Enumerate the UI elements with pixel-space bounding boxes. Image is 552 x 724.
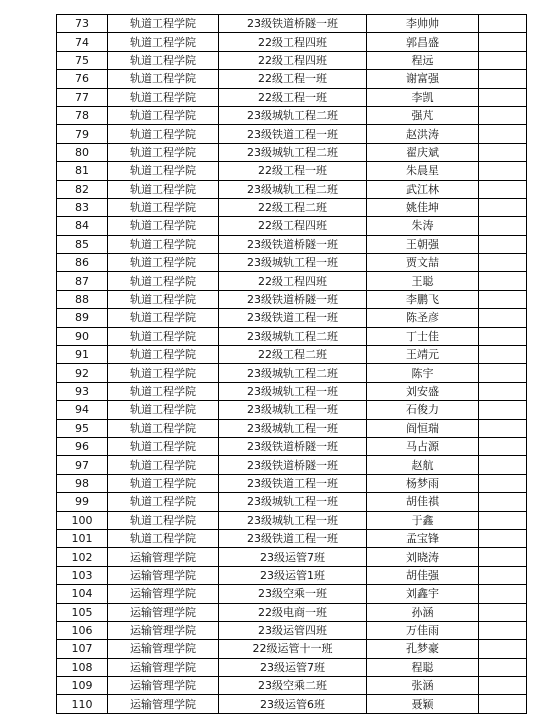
row-number-cell: 79 [57, 125, 108, 143]
table-row [57, 529, 527, 547]
student-name-cell: 孔梦豪 [367, 640, 479, 658]
empty-cell [479, 511, 527, 529]
class-cell: 23级铁道桥隧一班 [219, 15, 367, 33]
class-cell: 22级运管十一班 [219, 640, 367, 658]
student-name-cell: 丁士佳 [367, 327, 479, 345]
table-row [57, 585, 527, 603]
row-number-cell: 110 [57, 695, 108, 713]
row-number-cell: 101 [57, 529, 108, 547]
empty-cell [479, 474, 527, 492]
empty-cell [479, 88, 527, 106]
table-row [57, 382, 527, 400]
class-cell: 23级城轨工程二班 [219, 106, 367, 124]
college-cell: 轨道工程学院 [108, 33, 219, 51]
empty-cell [479, 70, 527, 88]
college-cell: 轨道工程学院 [108, 254, 219, 272]
class-cell: 23级铁道工程一班 [219, 474, 367, 492]
empty-cell [479, 180, 527, 198]
empty-cell [479, 566, 527, 584]
student-name-cell: 李帅帅 [367, 15, 479, 33]
class-cell: 23级城轨工程一班 [219, 254, 367, 272]
student-name-cell: 陈圣彦 [367, 309, 479, 327]
student-name-cell: 李鹏飞 [367, 290, 479, 308]
empty-cell [479, 603, 527, 621]
empty-cell [479, 658, 527, 676]
college-cell: 运输管理学院 [108, 640, 219, 658]
student-name-cell: 王靖元 [367, 346, 479, 364]
college-cell: 运输管理学院 [108, 658, 219, 676]
row-number-cell: 75 [57, 51, 108, 69]
roster-table [56, 14, 527, 714]
class-cell: 22级工程一班 [219, 70, 367, 88]
empty-cell [479, 309, 527, 327]
table-row [57, 70, 527, 88]
empty-cell [479, 272, 527, 290]
table-row [57, 180, 527, 198]
student-name-cell: 王聪 [367, 272, 479, 290]
empty-cell [479, 585, 527, 603]
class-cell: 23级铁道桥隧一班 [219, 456, 367, 474]
row-number-cell: 77 [57, 88, 108, 106]
row-number-cell: 84 [57, 217, 108, 235]
row-number-cell: 109 [57, 677, 108, 695]
table-row [57, 456, 527, 474]
student-name-cell: 程远 [367, 51, 479, 69]
row-number-cell: 74 [57, 33, 108, 51]
college-cell: 运输管理学院 [108, 603, 219, 621]
class-cell: 22级工程二班 [219, 346, 367, 364]
student-name-cell: 胡佳强 [367, 566, 479, 584]
empty-cell [479, 529, 527, 547]
college-cell: 轨道工程学院 [108, 217, 219, 235]
student-name-cell: 翟庆斌 [367, 143, 479, 161]
class-cell: 23级运管四班 [219, 621, 367, 639]
empty-cell [479, 33, 527, 51]
row-number-cell: 92 [57, 364, 108, 382]
college-cell: 轨道工程学院 [108, 419, 219, 437]
empty-cell [479, 419, 527, 437]
class-cell: 23级铁道工程一班 [219, 309, 367, 327]
college-cell: 轨道工程学院 [108, 456, 219, 474]
empty-cell [479, 235, 527, 253]
class-cell: 23级铁道工程一班 [219, 529, 367, 547]
class-cell: 22级电商一班 [219, 603, 367, 621]
college-cell: 轨道工程学院 [108, 180, 219, 198]
college-cell: 轨道工程学院 [108, 364, 219, 382]
class-cell: 22级工程四班 [219, 51, 367, 69]
table-row [57, 309, 527, 327]
college-cell: 轨道工程学院 [108, 511, 219, 529]
college-cell: 轨道工程学院 [108, 346, 219, 364]
class-cell: 23级运管7班 [219, 548, 367, 566]
empty-cell [479, 493, 527, 511]
empty-cell [479, 106, 527, 124]
row-number-cell: 108 [57, 658, 108, 676]
student-name-cell: 于鑫 [367, 511, 479, 529]
student-name-cell: 武江林 [367, 180, 479, 198]
table-row [57, 364, 527, 382]
row-number-cell: 82 [57, 180, 108, 198]
empty-cell [479, 382, 527, 400]
student-name-cell: 贾文喆 [367, 254, 479, 272]
college-cell: 轨道工程学院 [108, 474, 219, 492]
empty-cell [479, 621, 527, 639]
row-number-cell: 78 [57, 106, 108, 124]
row-number-cell: 90 [57, 327, 108, 345]
empty-cell [479, 327, 527, 345]
row-number-cell: 106 [57, 621, 108, 639]
table-row [57, 33, 527, 51]
class-cell: 23级城轨工程一班 [219, 511, 367, 529]
empty-cell [479, 198, 527, 216]
class-cell: 23级铁道桥隧一班 [219, 290, 367, 308]
table-row [57, 566, 527, 584]
row-number-cell: 86 [57, 254, 108, 272]
empty-cell [479, 51, 527, 69]
student-name-cell: 阎恒瑞 [367, 419, 479, 437]
college-cell: 轨道工程学院 [108, 290, 219, 308]
empty-cell [479, 677, 527, 695]
class-cell: 22级工程二班 [219, 198, 367, 216]
table-row [57, 327, 527, 345]
student-name-cell: 陈宇 [367, 364, 479, 382]
college-cell: 轨道工程学院 [108, 88, 219, 106]
student-name-cell: 张涵 [367, 677, 479, 695]
empty-cell [479, 456, 527, 474]
table-row [57, 143, 527, 161]
student-name-cell: 朱晨星 [367, 162, 479, 180]
class-cell: 23级运管1班 [219, 566, 367, 584]
row-number-cell: 91 [57, 346, 108, 364]
college-cell: 轨道工程学院 [108, 327, 219, 345]
table-row [57, 548, 527, 566]
student-name-cell: 李凯 [367, 88, 479, 106]
table-row [57, 125, 527, 143]
student-name-cell: 孙涵 [367, 603, 479, 621]
row-number-cell: 96 [57, 437, 108, 455]
college-cell: 轨道工程学院 [108, 106, 219, 124]
table-row [57, 621, 527, 639]
table-row [57, 235, 527, 253]
class-cell: 23级城轨工程二班 [219, 364, 367, 382]
student-name-cell: 万佳雨 [367, 621, 479, 639]
table-row [57, 695, 527, 713]
table-row [57, 603, 527, 621]
table-row [57, 401, 527, 419]
row-number-cell: 94 [57, 401, 108, 419]
college-cell: 运输管理学院 [108, 621, 219, 639]
row-number-cell: 76 [57, 70, 108, 88]
class-cell: 23级城轨工程二班 [219, 180, 367, 198]
class-cell: 23级空乘二班 [219, 677, 367, 695]
row-number-cell: 107 [57, 640, 108, 658]
class-cell: 23级城轨工程一班 [219, 401, 367, 419]
student-name-cell: 孟宝锋 [367, 529, 479, 547]
student-name-cell: 赵航 [367, 456, 479, 474]
table-row [57, 640, 527, 658]
college-cell: 轨道工程学院 [108, 272, 219, 290]
table-row [57, 198, 527, 216]
student-name-cell: 朱涛 [367, 217, 479, 235]
college-cell: 轨道工程学院 [108, 15, 219, 33]
table-row [57, 658, 527, 676]
college-cell: 轨道工程学院 [108, 309, 219, 327]
college-cell: 轨道工程学院 [108, 51, 219, 69]
student-name-cell: 胡佳祺 [367, 493, 479, 511]
row-number-cell: 93 [57, 382, 108, 400]
table-row [57, 217, 527, 235]
class-cell: 23级城轨工程一班 [219, 382, 367, 400]
table-row [57, 511, 527, 529]
college-cell: 运输管理学院 [108, 548, 219, 566]
college-cell: 运输管理学院 [108, 585, 219, 603]
student-name-cell: 杨梦雨 [367, 474, 479, 492]
empty-cell [479, 640, 527, 658]
student-name-cell: 石俊力 [367, 401, 479, 419]
row-number-cell: 102 [57, 548, 108, 566]
college-cell: 轨道工程学院 [108, 143, 219, 161]
class-cell: 22级工程一班 [219, 88, 367, 106]
empty-cell [479, 695, 527, 713]
table-row [57, 254, 527, 272]
empty-cell [479, 217, 527, 235]
college-cell: 轨道工程学院 [108, 235, 219, 253]
table-row [57, 106, 527, 124]
empty-cell [479, 346, 527, 364]
student-name-cell: 王朝强 [367, 235, 479, 253]
class-cell: 23级城轨工程二班 [219, 327, 367, 345]
row-number-cell: 99 [57, 493, 108, 511]
student-name-cell: 刘晓涛 [367, 548, 479, 566]
row-number-cell: 80 [57, 143, 108, 161]
college-cell: 轨道工程学院 [108, 198, 219, 216]
college-cell: 轨道工程学院 [108, 125, 219, 143]
student-name-cell: 赵洪涛 [367, 125, 479, 143]
student-name-cell: 强芃 [367, 106, 479, 124]
college-cell: 轨道工程学院 [108, 401, 219, 419]
class-cell: 23级城轨工程二班 [219, 143, 367, 161]
class-cell: 23级铁道桥隧一班 [219, 235, 367, 253]
class-cell: 23级运管6班 [219, 695, 367, 713]
row-number-cell: 73 [57, 15, 108, 33]
table-row [57, 437, 527, 455]
student-name-cell: 程聪 [367, 658, 479, 676]
table-row [57, 677, 527, 695]
college-cell: 运输管理学院 [108, 695, 219, 713]
empty-cell [479, 548, 527, 566]
empty-cell [479, 364, 527, 382]
college-cell: 轨道工程学院 [108, 493, 219, 511]
table-row [57, 162, 527, 180]
row-number-cell: 100 [57, 511, 108, 529]
table-row [57, 346, 527, 364]
class-cell: 23级空乘一班 [219, 585, 367, 603]
college-cell: 轨道工程学院 [108, 529, 219, 547]
roster-body [57, 15, 527, 714]
row-number-cell: 98 [57, 474, 108, 492]
empty-cell [479, 254, 527, 272]
table-row [57, 51, 527, 69]
table-row [57, 474, 527, 492]
college-cell: 轨道工程学院 [108, 70, 219, 88]
row-number-cell: 83 [57, 198, 108, 216]
empty-cell [479, 143, 527, 161]
class-cell: 23级铁道桥隧一班 [219, 437, 367, 455]
row-number-cell: 85 [57, 235, 108, 253]
class-cell: 23级城轨工程一班 [219, 493, 367, 511]
student-name-cell: 谢富强 [367, 70, 479, 88]
student-name-cell: 刘安盛 [367, 382, 479, 400]
empty-cell [479, 15, 527, 33]
row-number-cell: 97 [57, 456, 108, 474]
empty-cell [479, 401, 527, 419]
class-cell: 22级工程四班 [219, 33, 367, 51]
row-number-cell: 89 [57, 309, 108, 327]
row-number-cell: 81 [57, 162, 108, 180]
class-cell: 22级工程一班 [219, 162, 367, 180]
table-row [57, 15, 527, 33]
class-cell: 23级运管7班 [219, 658, 367, 676]
row-number-cell: 88 [57, 290, 108, 308]
table-row [57, 290, 527, 308]
student-name-cell: 姚佳坤 [367, 198, 479, 216]
college-cell: 轨道工程学院 [108, 162, 219, 180]
college-cell: 轨道工程学院 [108, 382, 219, 400]
class-cell: 22级工程四班 [219, 217, 367, 235]
student-name-cell: 马占源 [367, 437, 479, 455]
empty-cell [479, 290, 527, 308]
class-cell: 22级工程四班 [219, 272, 367, 290]
student-name-cell: 刘鑫宇 [367, 585, 479, 603]
row-number-cell: 104 [57, 585, 108, 603]
college-cell: 轨道工程学院 [108, 437, 219, 455]
college-cell: 运输管理学院 [108, 566, 219, 584]
empty-cell [479, 125, 527, 143]
class-cell: 23级城轨工程一班 [219, 419, 367, 437]
table-row [57, 88, 527, 106]
row-number-cell: 87 [57, 272, 108, 290]
row-number-cell: 103 [57, 566, 108, 584]
college-cell: 运输管理学院 [108, 677, 219, 695]
student-name-cell: 郭昌盛 [367, 33, 479, 51]
row-number-cell: 95 [57, 419, 108, 437]
table-row [57, 493, 527, 511]
class-cell: 23级铁道工程一班 [219, 125, 367, 143]
row-number-cell: 105 [57, 603, 108, 621]
table-row [57, 272, 527, 290]
empty-cell [479, 162, 527, 180]
empty-cell [479, 437, 527, 455]
student-name-cell: 聂颖 [367, 695, 479, 713]
table-row [57, 419, 527, 437]
